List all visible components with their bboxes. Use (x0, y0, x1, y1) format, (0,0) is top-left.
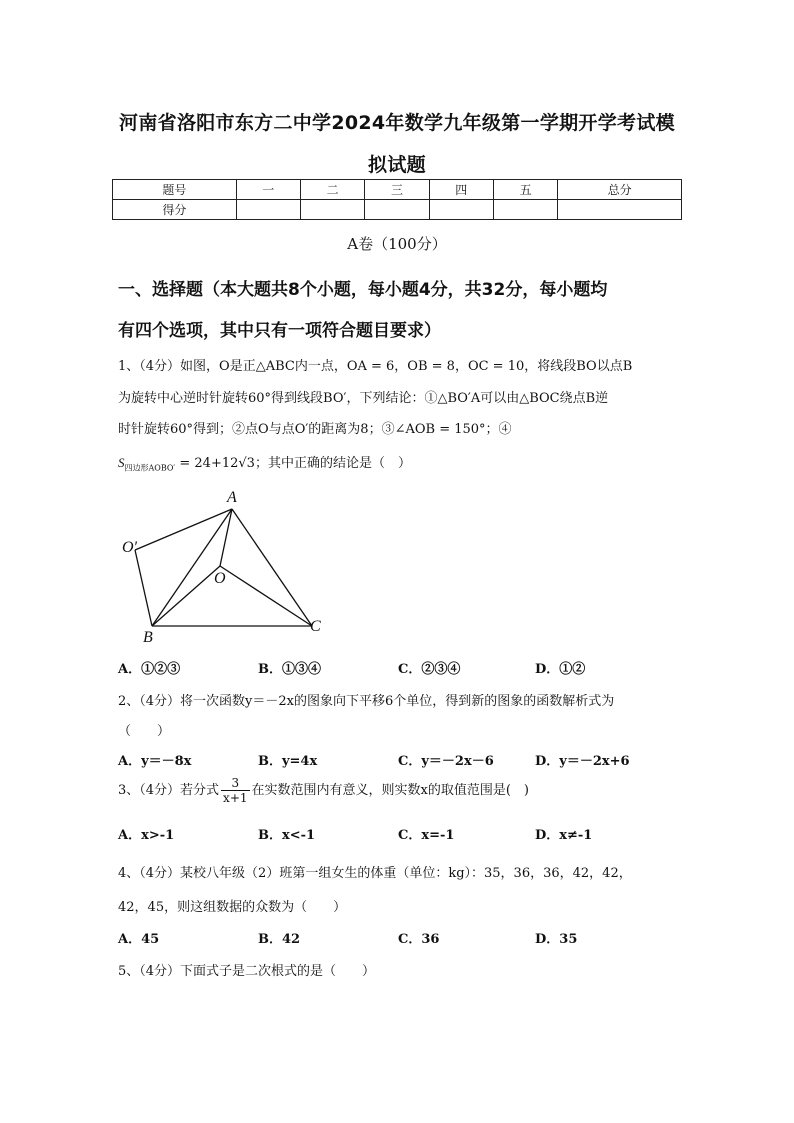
doc-title-line2: 拟试题 (368, 154, 426, 176)
q5-line1: 5、（4分）下面式子是二次根式的是（ ） (118, 964, 376, 979)
q1-line1: 1、（4分）如图，O是正△ABC内一点，OA = 6，OB = 8，OC = 10，将线段BO以点B (118, 359, 633, 374)
q3-fraction-numerator: 3 (221, 776, 249, 791)
q1-line4 (118, 452, 411, 474)
q4-line2: 42，45，则这组数据的众数为（ ） (118, 900, 347, 915)
q4-option-a[interactable]: A．45 (118, 932, 160, 947)
q3-option-b[interactable]: B．x<-1 (258, 828, 316, 843)
q2-option-b[interactable]: B．y=4x (258, 754, 318, 769)
q3-pre: 3、（4分）若分式 (118, 783, 220, 798)
q1-line2: 为旋转中心逆时针旋转60°得到线段BO′，下列结论：①△BO′A可以由△BOC绕点B逆 (118, 391, 609, 406)
score-header-cell: 一 (236, 180, 300, 200)
section1-heading-line1: 一、选择题（本大题共8个小题，每小题4分，共32分，每小题均 (118, 280, 608, 300)
section-a-heading: A卷（100分） (347, 235, 447, 253)
q4-option-d[interactable]: D．35 (535, 932, 578, 947)
label-a: A (227, 489, 237, 506)
score-cell[interactable] (558, 200, 682, 220)
q4-option-c[interactable]: C．36 (398, 932, 440, 947)
q4-line1: 4、（4分）某校八年级（2）班第一组女生的体重（单位：kg）：35，36，36，42，42， (118, 866, 632, 881)
score-table (112, 179, 682, 220)
score-cell[interactable] (236, 200, 300, 220)
edge-ac (232, 509, 312, 626)
label-c: C (310, 618, 321, 635)
q1-option-c[interactable]: C．②③④ (398, 662, 461, 677)
label-b: B (143, 629, 153, 646)
q2-option-a[interactable]: A．y＝－8x (118, 754, 192, 769)
score-row-label: 得分 (113, 200, 237, 220)
doc-title-line1: 河南省洛阳市东方二中学2024年数学九年级第一学期开学考试模 (119, 112, 675, 134)
score-cell[interactable] (300, 200, 364, 220)
segment-bo-prime (135, 550, 152, 626)
q1-option-b[interactable]: B．①③④ (258, 662, 321, 677)
score-cell[interactable] (429, 200, 493, 220)
q1-line3: 时针旋转60°得到；②点O与点O′的距离为8；③∠AOB = 150°；④ (118, 422, 512, 437)
q1-option-d[interactable]: D．①② (535, 662, 586, 677)
q2-line1: 2、（4分）将一次函数y＝－2x的图象向下平移6个单位，得到新的图象的函数解析式为 (118, 694, 615, 709)
score-header-cell: 五 (493, 180, 557, 200)
score-table-score-row (113, 200, 682, 220)
q3-post: 在实数范围内有意义，则实数x的取值范围是( ) (251, 783, 529, 798)
segment-oc (220, 566, 312, 626)
q3-option-a[interactable]: A．x>-1 (118, 828, 175, 843)
q2-line2: （ ） (118, 724, 171, 739)
q2-option-c[interactable]: C．y＝－2x－6 (398, 754, 494, 769)
score-header-cell: 题号 (113, 180, 237, 200)
label-o: O (214, 570, 226, 587)
q3-line (118, 776, 529, 805)
q1-option-a[interactable]: A．①②③ (118, 662, 181, 677)
segment-bo (152, 566, 220, 626)
q3-fraction (221, 776, 249, 805)
score-header-cell: 总分 (558, 180, 682, 200)
q1-area-symbol: S (118, 455, 125, 470)
score-header-cell: 二 (300, 180, 364, 200)
q4-option-b[interactable]: B．42 (258, 932, 301, 947)
label-o-prime: O′ (122, 539, 138, 556)
score-cell[interactable] (493, 200, 557, 220)
q1-line4-text: = 24+12√3；其中正确的结论是（ ） (175, 456, 411, 471)
q3-fraction-denominator: x+1 (223, 791, 248, 805)
score-header-cell: 四 (429, 180, 493, 200)
q3-option-d[interactable]: D．x≠-1 (535, 828, 593, 843)
score-header-cell: 三 (365, 180, 429, 200)
section1-heading-line2: 有四个选项，其中只有一项符合题目要求） (118, 321, 441, 341)
score-table-header-row (113, 180, 682, 200)
q3-option-c[interactable]: C．x=-1 (398, 828, 455, 843)
q1-triangle-figure (110, 484, 340, 649)
q2-option-d[interactable]: D．y＝－2x+6 (535, 754, 630, 769)
score-cell[interactable] (365, 200, 429, 220)
q1-area-subscript: 四边形AOBO′ (124, 463, 176, 473)
